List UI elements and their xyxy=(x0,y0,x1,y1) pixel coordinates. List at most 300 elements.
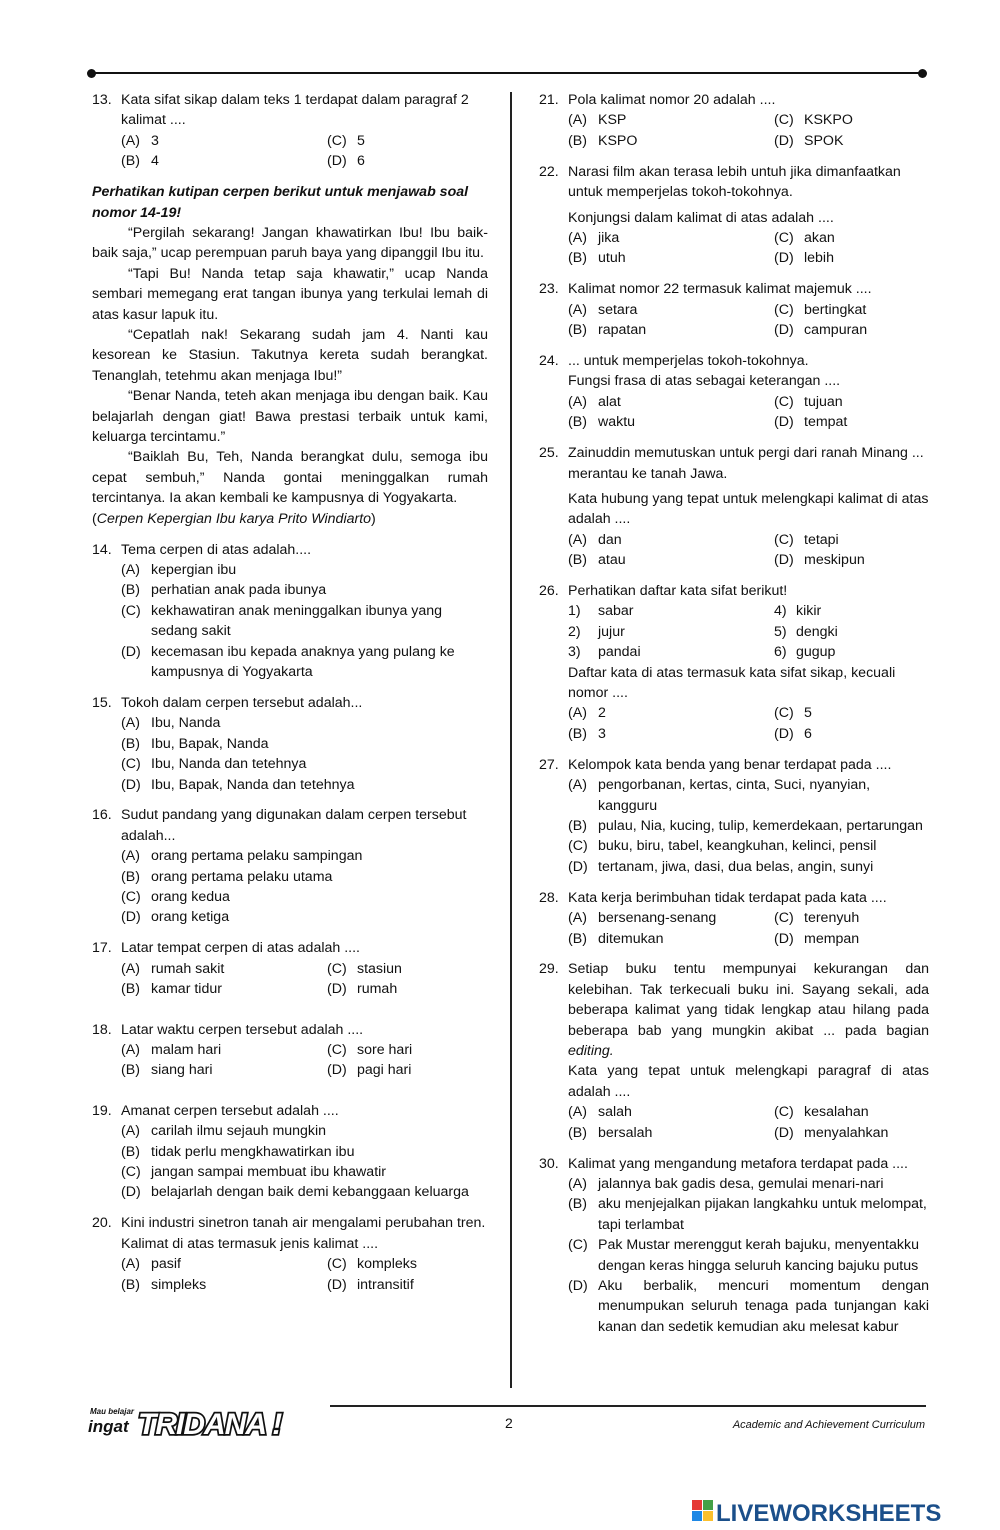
options xyxy=(92,959,488,1000)
option-b[interactable] xyxy=(121,1142,488,1162)
option-text: orang pertama pelaku utama xyxy=(151,868,333,885)
watermark-text: LIVEWORKSHEETS xyxy=(716,1500,942,1525)
option-label: (A) xyxy=(121,1256,140,1273)
option-label: (B) xyxy=(121,868,140,885)
option-text: 3 xyxy=(598,725,606,742)
column-divider xyxy=(510,92,512,1388)
option-a[interactable] xyxy=(568,1174,929,1194)
option-d[interactable] xyxy=(121,907,488,927)
option-text: Ibu, Nanda dan tetehnya xyxy=(151,756,307,773)
footer-rule xyxy=(330,1405,926,1407)
option-label: (D) xyxy=(121,643,141,660)
left-column xyxy=(92,90,488,1305)
option-text: menyalahkan xyxy=(804,1124,889,1141)
option-label: (B) xyxy=(121,735,140,752)
option-label: (D) xyxy=(327,1276,347,1293)
story-paragraph: “Baiklah Bu, Teh, Nanda berangkat dulu, semoga ibu cepat sembuh,” Nanda gontai meninggalkan rumah tercintanya. Ia akan kembali ke kampusnya di Yogyakarta. xyxy=(92,449,488,507)
option-label: (A) xyxy=(568,910,587,927)
question-number: 23. xyxy=(539,281,559,298)
question-number: 14. xyxy=(92,541,112,558)
option-label: (D) xyxy=(121,1184,141,1201)
question-19 xyxy=(92,1101,488,1203)
option-text: pasif xyxy=(151,1256,181,1273)
watermark-badge-green xyxy=(703,1500,713,1510)
option-label: (B) xyxy=(568,818,587,834)
option-label: (C) xyxy=(774,301,794,318)
option-label: (D) xyxy=(774,930,794,947)
question-subtext: Kalimat di atas termasuk jenis kalimat .... xyxy=(121,1235,379,1252)
option-a[interactable] xyxy=(568,110,774,130)
option-text: aku menjejalkan pijakan langkahku untuk melompat, tapi terlambat xyxy=(598,1196,927,1233)
option-text: lebih xyxy=(804,250,834,267)
question-text: Kata sifat sikap dalam teks 1 terdapat dalam paragraf 2 kalimat .... xyxy=(121,92,469,129)
question-number: 26. xyxy=(539,583,559,600)
option-b[interactable] xyxy=(121,979,327,999)
option-text: siang hari xyxy=(151,1062,213,1079)
option-label: (A) xyxy=(121,715,140,732)
watermark-badge-blue xyxy=(692,1511,702,1521)
option-label: (A) xyxy=(568,112,587,129)
option-a[interactable] xyxy=(121,1254,327,1274)
story-paragraph: “Cepatlah nak! Sekarang sudah jam 4. Nanti kau kesorean ke Stasiun. Takutnya kereta sudah berangkat. Tenanglah, tetehmu akan menjaga Ibu!” xyxy=(92,326,488,384)
list-text: jujur xyxy=(598,623,625,640)
option-d[interactable] xyxy=(121,775,488,795)
story-paragraph: “Tapi Bu! Nanda tetap saja khawatir,” ucap Nanda sembari memegang erat tangan ibunya yang terkulai lemah di atas kasur lapuk itu. xyxy=(92,265,488,323)
option-label: (B) xyxy=(121,582,140,599)
question-number: 17. xyxy=(92,940,112,957)
option-text: buku, biru, tabel, keangkuhan, kelinci, pensil xyxy=(598,838,877,855)
option-label: (D) xyxy=(774,414,794,431)
question-text: Latar tempat cerpen di atas adalah .... xyxy=(121,940,360,957)
source-paren: ( xyxy=(92,510,97,527)
question-number: 22. xyxy=(539,163,559,180)
option-a[interactable] xyxy=(568,908,774,928)
option-c[interactable] xyxy=(121,887,488,907)
option-label: (C) xyxy=(568,1237,588,1254)
option-text: waktu xyxy=(598,414,636,431)
option-c[interactable] xyxy=(121,1162,488,1182)
option-text: tetapi xyxy=(804,531,839,548)
option-a[interactable] xyxy=(568,1102,774,1122)
option-text: kepergian ibu xyxy=(151,561,237,578)
option-label: (A) xyxy=(121,1041,140,1058)
liveworksheets-watermark xyxy=(692,1497,992,1525)
list-number: 5) xyxy=(774,623,787,640)
question-text: Tokoh dalam cerpen tersebut adalah... xyxy=(121,694,363,711)
option-a[interactable] xyxy=(121,560,488,580)
question-number: 21. xyxy=(539,92,559,108)
source-title: Cerpen Kepergian Ibu karya Prito Windiarto xyxy=(96,510,372,527)
option-d[interactable] xyxy=(774,724,929,744)
option-text: rumah sakit xyxy=(151,960,225,977)
option-a[interactable] xyxy=(568,228,774,248)
question-text: Amanat cerpen tersebut adalah .... xyxy=(121,1102,339,1119)
question-number: 28. xyxy=(539,889,559,906)
list-item xyxy=(568,622,774,642)
option-text: setara xyxy=(598,301,638,318)
option-text: rapatan xyxy=(598,322,647,339)
option-text: jalannya bak gadis desa, gemulai menari-nari xyxy=(598,1176,884,1192)
option-label: (C) xyxy=(327,960,347,977)
option-label: (C) xyxy=(121,602,141,619)
question-subtext: Kata yang tepat untuk melengkapi paragraf di atas adalah .... xyxy=(568,1063,929,1100)
question-number: 16. xyxy=(92,807,112,824)
option-c[interactable] xyxy=(568,836,929,856)
option-text: bertingkat xyxy=(804,301,867,318)
option-label: (C) xyxy=(121,889,141,906)
story-excerpt xyxy=(92,182,488,529)
question-13 xyxy=(92,90,488,172)
option-text: tujuan xyxy=(804,393,843,410)
option-c[interactable] xyxy=(774,228,929,248)
option-a[interactable] xyxy=(568,300,774,320)
option-text: pulau, Nia, kucing, tulip, kemerdekaan, pertarungan xyxy=(598,818,923,834)
option-label: (C) xyxy=(774,705,794,722)
question-17 xyxy=(92,938,488,999)
option-text: kompleks xyxy=(357,1256,417,1273)
option-d[interactable] xyxy=(774,320,929,340)
option-a[interactable] xyxy=(121,1040,327,1060)
option-c[interactable] xyxy=(327,1040,488,1060)
question-30 xyxy=(539,1154,929,1338)
option-d[interactable] xyxy=(774,412,929,432)
option-label: (B) xyxy=(121,1143,140,1160)
option-text: akan xyxy=(804,229,835,246)
option-c[interactable] xyxy=(568,1235,929,1276)
page-number: 2 xyxy=(505,1415,513,1431)
option-text: sore hari xyxy=(357,1041,413,1058)
option-b[interactable] xyxy=(121,1060,327,1080)
question-text: Kalimat nomor 22 termasuk kalimat majemuk .... xyxy=(568,281,872,298)
option-text: 5 xyxy=(357,132,365,149)
option-text: atau xyxy=(598,552,626,569)
option-d[interactable] xyxy=(568,857,929,877)
list-number: 6) xyxy=(774,644,787,661)
option-text: intransitif xyxy=(357,1276,414,1293)
option-text: 6 xyxy=(357,153,365,170)
list-text: kikir xyxy=(796,603,822,620)
option-a[interactable] xyxy=(121,1121,488,1141)
option-text: ditemukan xyxy=(598,930,664,947)
option-a[interactable] xyxy=(568,703,774,723)
option-text: campuran xyxy=(804,322,868,339)
option-text: 2 xyxy=(598,705,606,722)
top-rule-right-dot xyxy=(918,69,927,78)
options xyxy=(92,131,488,172)
list-text: gugup xyxy=(796,644,836,661)
question-text: Kini industri sinetron tanah air mengalami perubahan tren. xyxy=(121,1215,486,1232)
option-text: orang pertama pelaku sampingan xyxy=(151,848,363,865)
option-label: (D) xyxy=(327,981,347,998)
logo-brand: TRIDANA ! xyxy=(138,1408,282,1441)
option-d[interactable] xyxy=(774,131,929,151)
option-label: (A) xyxy=(121,848,140,865)
option-c[interactable] xyxy=(774,110,929,130)
footer-text: Academic and Achievement Curriculum xyxy=(732,1419,925,1431)
options xyxy=(539,392,929,433)
option-text: Pak Mustar merenggut kerah bajuku, menyentakku dengan keras hingga seluruh kancing bajuku putus xyxy=(598,1237,919,1274)
option-d[interactable] xyxy=(327,1060,488,1080)
option-text: tidak perlu mengkhawatirkan ibu xyxy=(151,1143,355,1160)
option-label: (C) xyxy=(568,838,588,855)
question-text: Kelompok kata benda yang benar terdapat pada .... xyxy=(568,756,892,773)
option-label: (C) xyxy=(774,393,794,410)
options xyxy=(539,110,929,151)
option-text: kamar tidur xyxy=(151,981,222,998)
question-27 xyxy=(539,755,929,877)
option-b[interactable] xyxy=(568,412,774,432)
list-text: pandai xyxy=(598,644,641,661)
question-text-main: Setiap buku tentu mempunyai kekurangan dan kelebihan. Tak terkecuali buku ini. Sayang sekali, ada beberapa kalimat yang tidak lengkap atau hilang pada beberapa bab yang mungkin akibat ... pada bagian xyxy=(568,961,929,1039)
option-text: SPOK xyxy=(804,132,844,149)
option-d[interactable] xyxy=(774,248,929,268)
list-number: 1) xyxy=(568,603,581,620)
question-16 xyxy=(92,805,488,927)
options xyxy=(539,1174,929,1337)
option-text: salah xyxy=(598,1104,632,1121)
option-label: (B) xyxy=(568,1196,587,1213)
option-b[interactable] xyxy=(568,1194,929,1235)
option-label: (B) xyxy=(568,725,587,742)
question-subtext: Kata hubung yang tepat untuk melengkapi kalimat di atas adalah .... xyxy=(568,490,929,528)
options xyxy=(539,300,929,341)
options xyxy=(92,1254,488,1295)
option-a[interactable] xyxy=(568,530,774,550)
option-d[interactable] xyxy=(568,1276,929,1337)
option-label: (A) xyxy=(568,229,587,246)
list-item xyxy=(774,642,929,662)
option-label: (B) xyxy=(568,930,587,947)
option-label: (B) xyxy=(568,322,587,339)
option-text: dan xyxy=(598,531,622,548)
option-b[interactable] xyxy=(568,724,774,744)
option-label: (D) xyxy=(774,132,794,149)
list-item xyxy=(774,601,929,621)
option-d[interactable] xyxy=(327,151,488,171)
option-text: simpleks xyxy=(151,1276,207,1293)
option-c[interactable] xyxy=(327,131,488,151)
question-14 xyxy=(92,540,488,683)
option-text: KSP xyxy=(598,112,627,129)
option-label: (D) xyxy=(568,1278,588,1295)
option-d[interactable] xyxy=(774,550,929,570)
question-number: 18. xyxy=(92,1021,112,1038)
question-text: Zainuddin memutuskan untuk pergi dari ranah Minang ... merantau ke tanah Jawa. xyxy=(568,445,924,482)
top-rule xyxy=(91,72,923,74)
options xyxy=(92,846,488,928)
option-label: (C) xyxy=(327,1256,347,1273)
question-21 xyxy=(539,90,929,151)
option-c[interactable] xyxy=(121,601,488,642)
option-text: bersenang-senang xyxy=(598,910,717,927)
watermark-badge-red xyxy=(692,1500,702,1510)
option-label: (D) xyxy=(327,1062,347,1079)
option-label: (C) xyxy=(774,229,794,246)
logo-tagline-top: Mau belajar xyxy=(90,1407,135,1416)
question-number: 27. xyxy=(539,756,559,773)
option-label: (C) xyxy=(327,1041,347,1058)
question-text xyxy=(568,959,929,1061)
option-b[interactable] xyxy=(568,1123,774,1143)
tridana-logo xyxy=(88,1400,338,1442)
option-text: orang ketiga xyxy=(151,909,230,926)
option-text: kekhawatiran anak meninggalkan ibunya yang sedang sakit xyxy=(151,602,443,640)
option-text: 3 xyxy=(151,132,159,149)
option-text: 5 xyxy=(804,705,812,722)
option-label: (A) xyxy=(568,777,587,794)
question-text: Kalimat yang mengandung metafora terdapat pada .... xyxy=(568,1155,908,1172)
option-text: perhatian anak pada ibunya xyxy=(151,582,327,599)
question-24 xyxy=(539,351,929,433)
question-18 xyxy=(92,1020,488,1081)
option-d[interactable] xyxy=(774,1123,929,1143)
option-label: (A) xyxy=(121,132,140,149)
story-paragraph: “Benar Nanda, teteh akan menjaga ibu dengan baik. Kau belajarlah dengan giat! Bawa prestasi terbaik untuk kami, keluarga tercintamu.” xyxy=(92,388,488,445)
option-b[interactable] xyxy=(568,131,774,151)
option-c[interactable] xyxy=(774,908,929,928)
option-b[interactable] xyxy=(568,929,774,949)
option-label: (D) xyxy=(327,153,347,170)
option-label: (B) xyxy=(568,1124,587,1141)
option-text: Ibu, Nanda xyxy=(151,715,221,732)
option-b[interactable] xyxy=(121,867,488,887)
option-text: orang kedua xyxy=(151,889,230,906)
options xyxy=(539,530,929,571)
option-text: stasiun xyxy=(357,960,402,977)
question-25 xyxy=(539,443,929,570)
option-label: (A) xyxy=(568,1176,587,1192)
question-text-italic: editing. xyxy=(568,1043,614,1060)
watermark-badge-yellow xyxy=(703,1511,713,1521)
question-number: 19. xyxy=(92,1102,112,1119)
watermark-badge-letters: LIVE xyxy=(692,1521,699,1525)
option-c[interactable] xyxy=(774,530,929,550)
option-text: malam hari xyxy=(151,1041,222,1058)
option-c[interactable] xyxy=(774,703,929,723)
word-list xyxy=(539,601,929,662)
option-d[interactable] xyxy=(774,929,929,949)
option-d[interactable] xyxy=(327,979,488,999)
option-a[interactable] xyxy=(568,392,774,412)
story-instruction: Perhatikan kutipan cerpen berikut untuk menjawab soal nomor 14-19! xyxy=(92,184,469,221)
option-c[interactable] xyxy=(327,959,488,979)
option-label: (C) xyxy=(121,1164,141,1180)
question-subtext: Daftar kata di atas termasuk kata sifat sikap, kecuali nomor .... xyxy=(568,664,896,702)
options xyxy=(92,1040,488,1081)
story-body xyxy=(92,223,488,529)
option-label: (B) xyxy=(568,552,587,569)
question-text: Tema cerpen di atas adalah.... xyxy=(121,541,312,558)
option-text: KSPO xyxy=(598,132,638,149)
option-text: utuh xyxy=(598,250,626,267)
option-label: (B) xyxy=(121,153,140,170)
list-text: sabar xyxy=(598,603,634,620)
option-label: (D) xyxy=(774,322,794,339)
option-label: (A) xyxy=(568,1104,587,1121)
option-label: (D) xyxy=(774,552,794,569)
list-item xyxy=(568,601,774,621)
option-label: (B) xyxy=(121,1276,140,1293)
option-b[interactable] xyxy=(121,734,488,754)
right-column xyxy=(539,90,929,1348)
list-item xyxy=(568,642,774,662)
option-b[interactable] xyxy=(568,816,929,836)
option-text: terenyuh xyxy=(804,910,860,927)
option-text: kesalahan xyxy=(804,1104,869,1121)
option-label: (A) xyxy=(121,960,140,977)
option-d[interactable] xyxy=(327,1275,488,1295)
question-text: Latar waktu cerpen tersebut adalah .... xyxy=(121,1021,364,1038)
option-b[interactable] xyxy=(568,320,774,340)
question-text: Perhatikan daftar kata sifat berikut! xyxy=(568,583,788,600)
option-text: meskipun xyxy=(804,552,865,569)
option-c[interactable] xyxy=(774,392,929,412)
option-a[interactable] xyxy=(568,775,929,816)
question-text: ... untuk memperjelas tokoh-tokohnya. xyxy=(568,352,809,369)
story-paragraph: “Pergilah sekarang! Jangan khawatirkan Ibu! Ibu baik-baik saja,” ucap perempuan paruh baya yang dipanggil Ibu itu. xyxy=(92,224,488,262)
option-b[interactable] xyxy=(568,248,774,268)
option-a[interactable] xyxy=(121,959,327,979)
option-label: (A) xyxy=(121,561,140,578)
option-d[interactable] xyxy=(121,1182,488,1202)
option-text: Ibu, Bapak, Nanda dan tetehnya xyxy=(151,776,355,793)
option-text: Aku berbalik, mencuri momentum dengan menumpukan seluruh tenaga pada tunjangan kaki kanan dan sedetik kemudian aku melesat kabur xyxy=(598,1278,929,1335)
question-number: 20. xyxy=(92,1215,112,1232)
option-b[interactable] xyxy=(121,151,327,171)
option-label: (D) xyxy=(568,858,588,875)
option-a[interactable] xyxy=(121,131,327,151)
option-label: (A) xyxy=(568,393,587,410)
option-c[interactable] xyxy=(121,754,488,774)
option-text: tempat xyxy=(804,414,848,431)
option-label: (B) xyxy=(568,132,587,149)
option-text: tertanam, jiwa, dasi, dua belas, angin, sunyi xyxy=(598,858,874,875)
options xyxy=(539,908,929,949)
options xyxy=(539,703,929,744)
option-c[interactable] xyxy=(774,300,929,320)
list-number: 3) xyxy=(568,644,581,661)
question-22 xyxy=(539,162,929,269)
options xyxy=(539,228,929,269)
option-text: KSKPO xyxy=(804,112,853,129)
option-text: mempan xyxy=(804,930,860,947)
option-label: (A) xyxy=(568,705,587,722)
question-number: 29. xyxy=(539,961,559,978)
question-23 xyxy=(539,279,929,340)
question-20 xyxy=(92,1213,488,1295)
options xyxy=(92,713,488,795)
option-label: (D) xyxy=(121,909,141,926)
option-label: (B) xyxy=(121,981,140,998)
option-b[interactable] xyxy=(121,1275,327,1295)
options xyxy=(539,775,929,877)
option-a[interactable] xyxy=(121,713,488,733)
option-label: (C) xyxy=(774,910,794,927)
option-b[interactable] xyxy=(568,550,774,570)
option-a[interactable] xyxy=(121,846,488,866)
option-b[interactable] xyxy=(121,580,488,600)
question-text: Kata kerja berimbuhan tidak terdapat pada kata .... xyxy=(568,889,887,906)
option-label: (D) xyxy=(774,250,794,267)
question-number: 15. xyxy=(92,694,112,711)
option-text: 4 xyxy=(151,153,159,170)
option-text: 6 xyxy=(804,725,812,742)
list-number: 4) xyxy=(774,603,787,620)
question-29 xyxy=(539,959,929,1143)
option-c[interactable] xyxy=(774,1102,929,1122)
option-c[interactable] xyxy=(327,1254,488,1274)
option-d[interactable] xyxy=(121,642,488,683)
